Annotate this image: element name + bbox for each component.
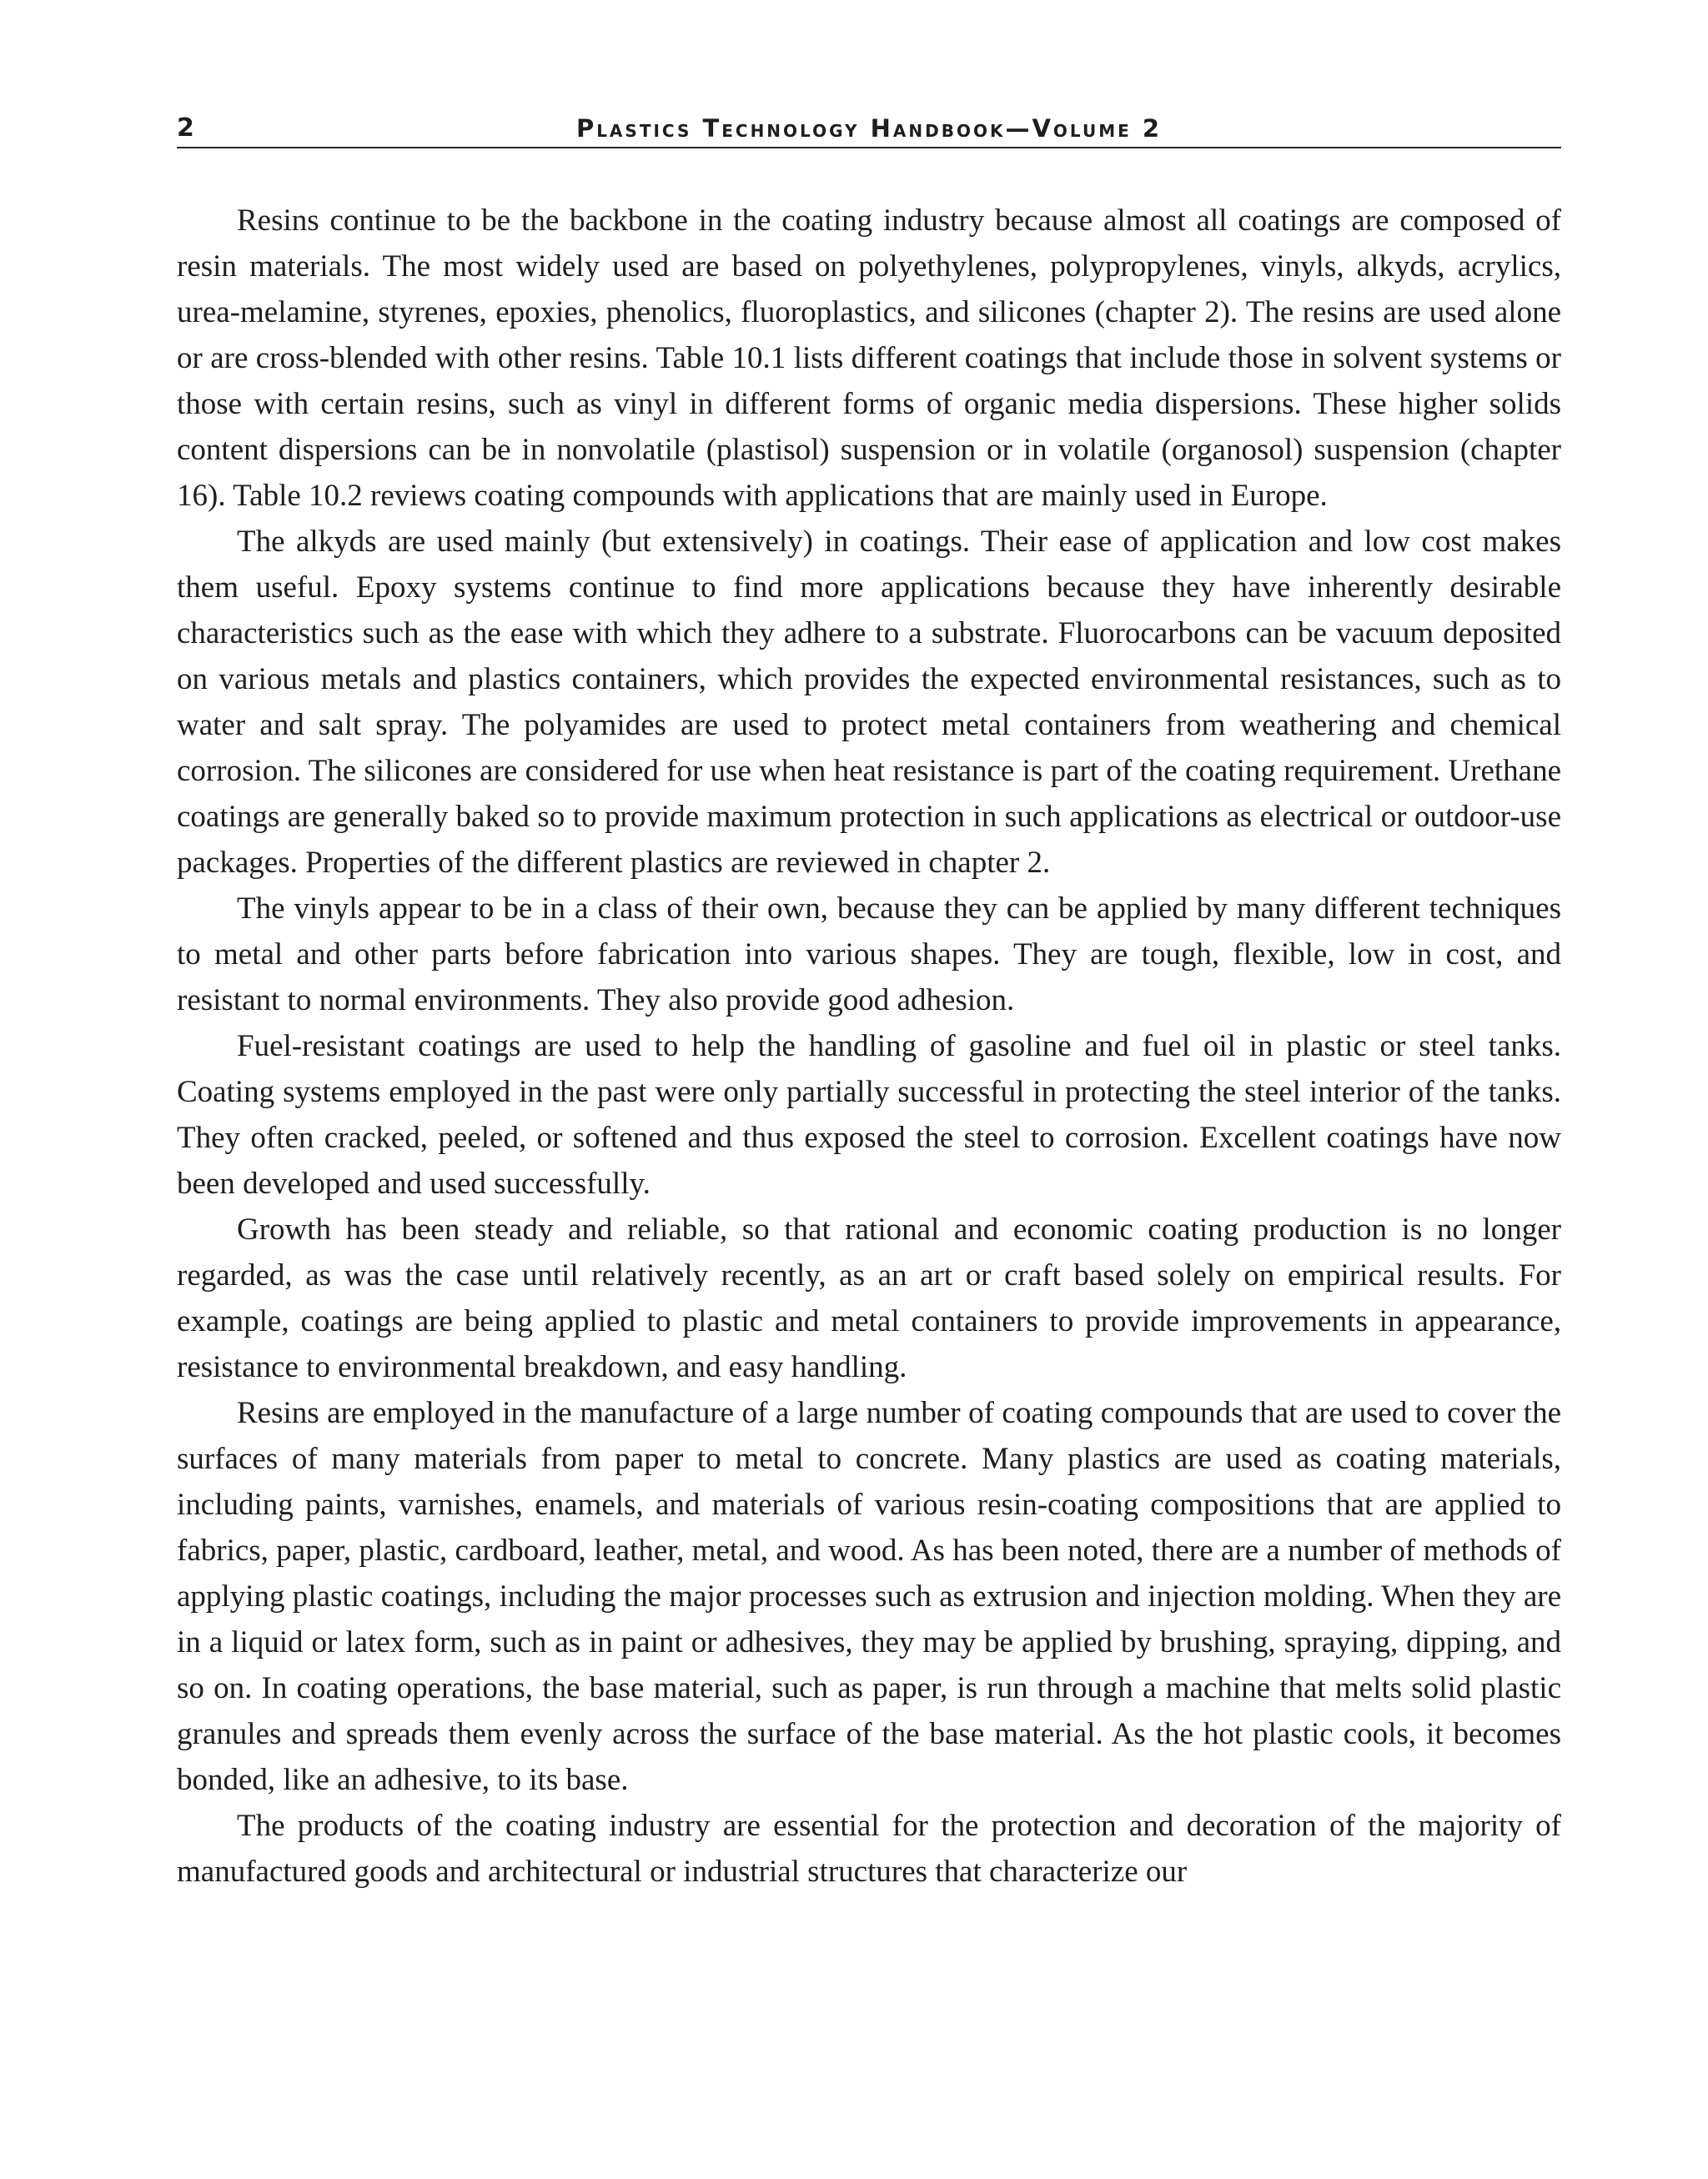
paragraph: Growth has been steady and reliable, so that rational and economic coating production is no longer regarded, as was the case until relatively recently, as an art or craft based solely on empirical results. For example, coatings are being applied to plastic and metal containers to provide improvements in appearance, resistance to environmental breakdown, and easy handling. [177,1213,1561,1384]
page-number: 2 [177,113,195,143]
paragraph: The alkyds are used mainly (but extensively) in coatings. Their ease of application and low cost makes them useful. Epoxy systems continue to find more applications because they have inherently desirable characteristics such as the ease with which they adhere to a substrate. Fluorocarbons can be vacuum deposited on various metals and plastics containers, which provides the expected environmental resistances, such as to water and salt spray. The polyamides are used to protect metal containers from weathering and chemical corrosion. The silicones are considered for use when heat resistance is part of the coating requirement. Urethane coatings are generally baked so to provide maximum protection in such applications as electrical or outdoor-use packages. Properties of the different plastics are reviewed in chapter 2. [177,525,1561,880]
running-head-title: Plastics Technology Handbook—Volume 2 [575,114,1163,143]
paragraph: Resins continue to be the backbone in the coating industry because almost all coatings are composed of resin materials. The most widely used are based on polyethylenes, polypropylenes, vinyls, alkyds, acrylics, urea-melamine, styrenes, epoxies, phenolics, fluoroplastics, and silicones (chapter 2). The resins are used alone or are cross-blended with other resins. Table 10.1 lists different coatings that include those in solvent systems or those with certain resins, such as vinyl in different forms of organic media dispersions. These higher solids content dispersions can be in nonvolatile (plastisol) suspension or in volatile (organosol) suspension (chapter 16). Table 10.2 reviews coating compounds with applications that are mainly used in Europe. [177,203,1561,513]
paragraph: Resins are employed in the manufacture of a large number of coating compounds that are used to cover the surfaces of many materials from paper to metal to concrete. Many plastics are used as coating materials, including paints, varnishes, enamels, and materials of various resin-coating compositions that are applied to fabrics, paper, plastic, cardboard, leather, metal, and wood. As has been noted, there are a number of methods of applying plastic coatings, including the major processes such as extrusion and injection molding. When they are in a liquid or latex form, such as in paint or adhesives, they may be applied by brushing, spraying, dipping, and so on. In coating operations, the base material, such as paper, is run through a machine that melts solid plastic granules and spreads them evenly across the surface of the base material. As the hot plastic cools, it becomes bonded, like an adhesive, to its base. [177,1396,1561,1797]
body-text [177,198,1561,1895]
paragraph: Fuel-resistant coatings are used to help the handling of gasoline and fuel oil in plastic or steel tanks. Coating systems employed in the past were only partially successful in protecting the steel interior of the tanks. They often cracked, peeled, or softened and thus exposed the steel to corrosion. Excellent coatings have now been developed and used successfully. [177,1029,1561,1201]
running-header [177,113,1561,148]
paragraph: The vinyls appear to be in a class of their own, because they can be applied by many different techniques to metal and other parts before fabrication into various shapes. They are tough, flexible, low in cost, and resistant to normal environments. They also provide good adhesion. [177,891,1561,1017]
paragraph: The products of the coating industry are essential for the protection and decoration of the majority of manufactured goods and architectural or industrial structures that characterize our [177,1809,1561,1889]
